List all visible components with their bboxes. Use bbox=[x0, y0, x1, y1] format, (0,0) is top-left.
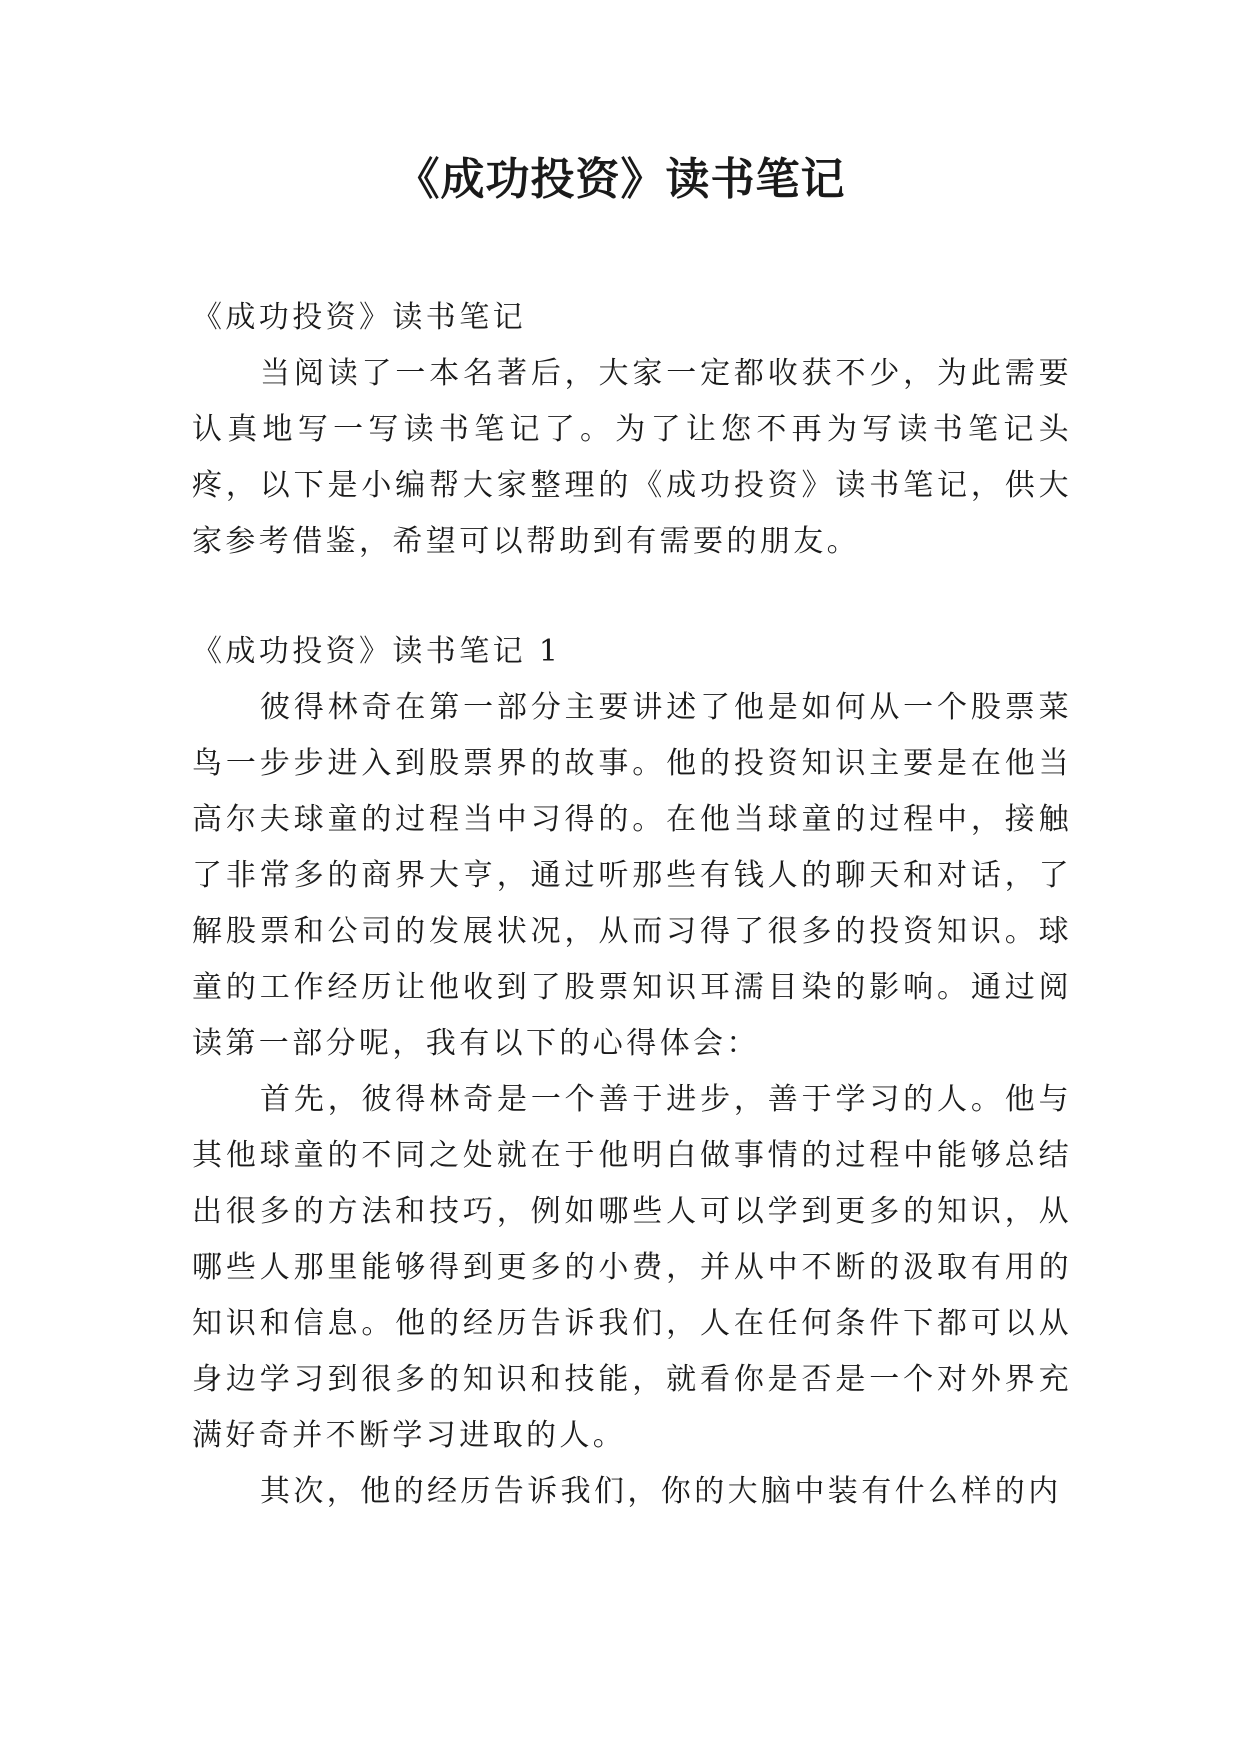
section1-paragraph-2: 首先，彼得林奇是一个善于进步，善于学习的人。他与其他球童的不同之处就在于他明白做事情的过程中能够总结出很多的方法和技巧，例如哪些人可以学到更多的知识，从哪些人那里能够得到更多的小费，并从中不断的汲取有用的知识和信息。他的经历告诉我们，人在任何条件下都可以从身边学习到很多的知识和技能，就看你是否是一个对外界充满好奇并不断学习进取的人。 bbox=[192, 1082, 1072, 1453]
intro-heading: 《成功投资》读书笔记 bbox=[192, 300, 526, 335]
document-title: 《成功投资》读书笔记 bbox=[395, 154, 846, 205]
section-spacer bbox=[192, 570, 1072, 624]
section1-paragraph-1: 彼得林奇在第一部分主要讲述了他是如何从一个股票菜鸟一步步进入到股票界的故事。他的投资知识主要是在他当高尔夫球童的过程当中习得的。在他当球童的过程中，接触了非常多的商界大亨，通过听那些有钱人的聊天和对话，了解股票和公司的发展状况，从而习得了很多的投资知识。球童的工作经历让他收到了股票知识耳濡目染的影响。通过阅读第一部分呢，我有以下的心得体会： bbox=[192, 690, 1072, 1061]
document-body bbox=[192, 290, 1072, 1520]
section1-paragraph-3: 其次，他的经历告诉我们，你的大脑中装有什么样的内 bbox=[260, 1474, 1062, 1509]
section1-heading: 《成功投资》读书笔记 1 bbox=[192, 634, 562, 669]
intro-paragraph: 当阅读了一本名著后，大家一定都收获不少，为此需要认真地写一写读书笔记了。为了让您不再为写读书笔记头疼，以下是小编帮大家整理的《成功投资》读书笔记，供大家参考借鉴，希望可以帮助到有需要的朋友。 bbox=[192, 356, 1072, 559]
